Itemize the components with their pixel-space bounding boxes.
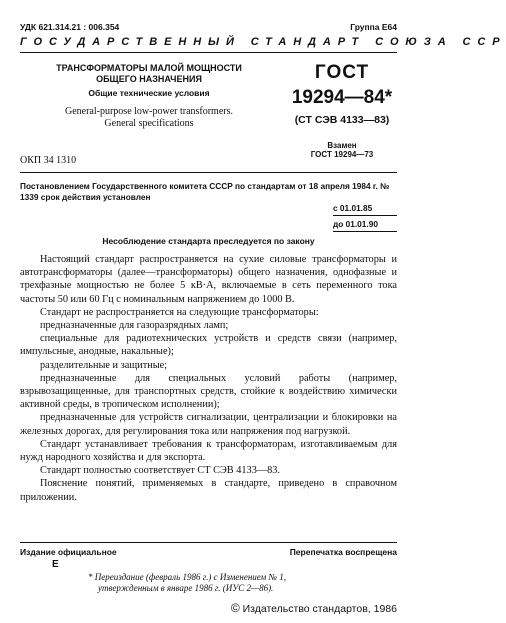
- reissue-line1: * Переиздание (февраль 1986 г.) с Изменением № 1,: [88, 572, 287, 582]
- paragraph: предназначенные для газоразрядных ламп;: [40, 320, 229, 332]
- decree-text: Постановлением Государственного комитета СССР по стандартам от 18 апреля 1984 г. № 1339 срок действия установлен: [20, 181, 390, 202]
- edition-letter: Е: [52, 559, 59, 570]
- paragraph: предназначенные для устройств сигнализации, централизации и блокировки на железных дорогах, для регулирования тока или напряжения под нагрузкой.: [20, 412, 397, 437]
- copyright-symbol: ©: [230, 601, 240, 615]
- reissue-line2: утвержденным в январе 1986 г. (ИУС 2—86).: [98, 583, 274, 593]
- footer-line: [20, 547, 397, 557]
- paragraph: Пояснение понятий, применяемых в стандарте, приведено в справочном приложении.: [20, 478, 397, 503]
- paragraph: специальные для радиотехнических устройств и средств связи (например, импульсные, анодные, накальные);: [20, 333, 397, 358]
- law-notice: Несоблюдение стандарта преследуется по закону: [102, 236, 315, 246]
- paragraph: Стандарт не распространяется на следующие трансформаторы:: [40, 306, 319, 318]
- title-ru-line1: ТРАНСФОРМАТОРЫ МАЛОЙ МОЩНОСТИ: [56, 63, 242, 73]
- paragraph: разделительные и защитные;: [40, 359, 168, 371]
- official-edition: Издание официальное: [20, 547, 117, 557]
- valid-from: с 01.01.85: [333, 203, 397, 216]
- state-standard-banner: ГОСУДАРСТВЕННЫЙ СТАНДАРТ СОЮЗА ССР: [20, 36, 506, 48]
- title-en-line2: General specifications: [104, 118, 194, 129]
- okp-code: ОКП 34 1310: [20, 155, 77, 166]
- header-line: [20, 22, 397, 36]
- title-ru-subtitle: Общие технические условия: [88, 88, 210, 98]
- paragraph: Настоящий стандарт распространяется на сухие силовые трансформаторы и автотрансформаторы (далее—трансформаторы) общего назначения, однофазные и трехфазные мощностью не более 5 кВ·А, включаемые в сеть переменного тока частоты 50 или 60 Гц с номинальным напряжением до 1000 В.: [20, 254, 397, 305]
- validity-dates: [333, 203, 397, 235]
- paragraph: Стандарт полностью соответствует СТ СЭВ 4133—83.: [40, 465, 281, 477]
- reissue-note: [88, 572, 286, 594]
- document-body: [20, 253, 397, 504]
- title-ru-line2: ОБЩЕГО НАЗНАЧЕНИЯ: [96, 74, 202, 84]
- st-sev-number: (СТ СЭВ 4133—83): [294, 114, 390, 126]
- footer-rule: [20, 542, 397, 543]
- valid-to: до 01.01.90: [333, 219, 397, 232]
- group-code: Группа Е64: [350, 22, 397, 32]
- okp-rule: [20, 172, 397, 173]
- copyright-text: Издательство стандартов, 1986: [242, 603, 397, 615]
- reprint-prohibited: Перепечатка воспрещена: [289, 547, 397, 557]
- title-block: [44, 63, 254, 130]
- paragraph: предназначенные для специальных условий работы (например, взрывозащищенные, для транспортных средств, стойкие к воздействию химически активной среды, в тропическом исполнении);: [20, 372, 397, 411]
- replaced-label: Взамен: [327, 141, 357, 150]
- copyright: [231, 601, 397, 615]
- title-en-line1: General-purpose low-power transformers.: [65, 106, 233, 117]
- header-rule: [20, 52, 397, 53]
- paragraph: Стандарт устанавливает требования к трансформаторам, изготавливаемым для нужд народного хозяйства и для экспорта.: [20, 438, 397, 464]
- udk-code: УДК 621.314.21 : 006.354: [20, 22, 120, 32]
- gost-number: 19294—84*: [291, 87, 393, 108]
- replaced-standard: ГОСТ 19294—73: [310, 150, 374, 159]
- gost-block: [283, 62, 401, 159]
- gost-label: ГОСТ: [314, 62, 370, 83]
